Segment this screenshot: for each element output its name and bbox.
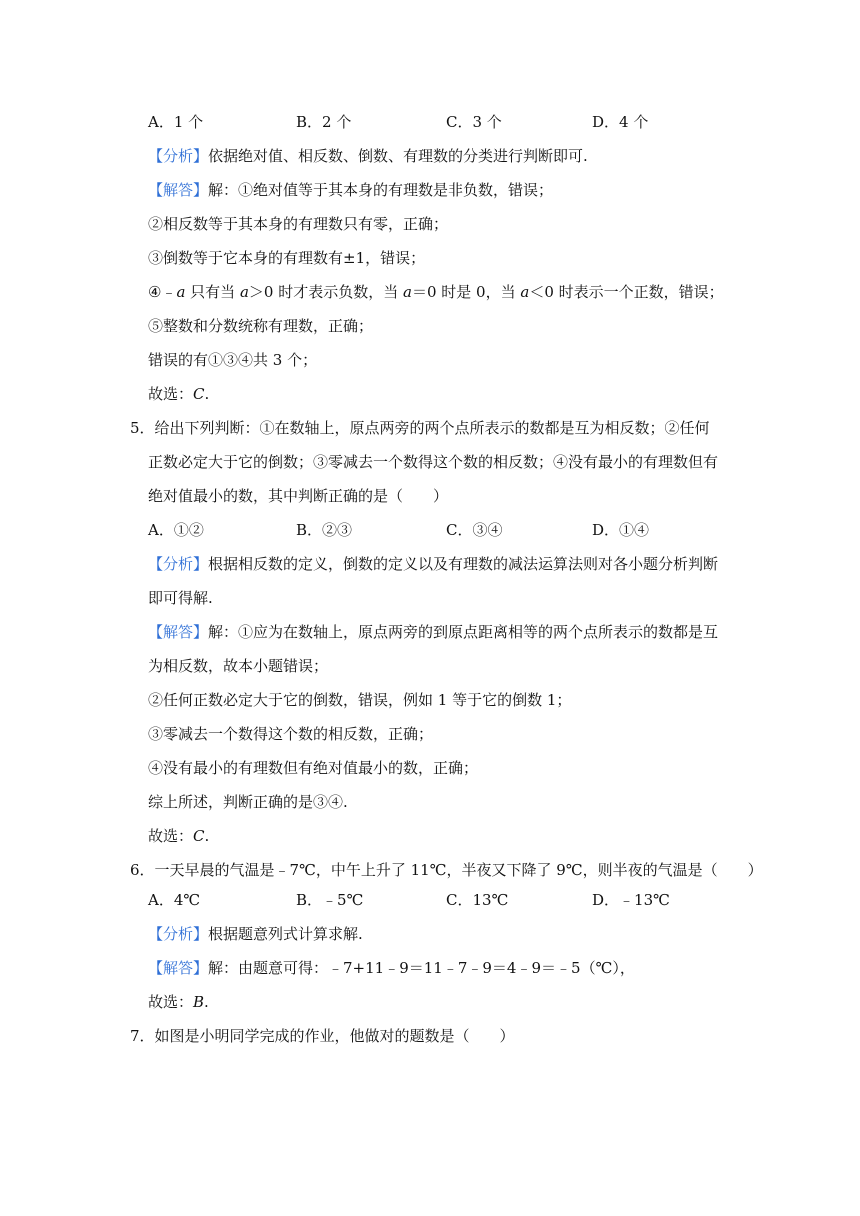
q6-option-d: D．﹣13℃ xyxy=(592,891,670,909)
q6-option-a: A．4℃ xyxy=(148,891,201,909)
q4-answer-line-3: ③倒数等于它本身的有理数有±1，错误； xyxy=(148,249,426,267)
q5-options xyxy=(148,518,760,542)
q5-analysis-line-2: 即可得解. xyxy=(148,589,213,607)
q5-option-c: C．③④ xyxy=(446,521,503,539)
q6-analysis: 【分析】根据题意列式计算求解. xyxy=(148,925,363,943)
q4-choice: 故选：C. xyxy=(148,385,210,403)
q4-option-d: D．4 个 xyxy=(592,113,649,131)
q4-answer-line-5: ⑤整数和分数统称有理数，正确； xyxy=(148,317,374,335)
q5-analysis-line-1: 【分析】根据相反数的定义，倒数的定义以及有理数的减法运算法则对各小题分析判断 xyxy=(148,555,719,573)
q4-answer-line-2: ②相反数等于其本身的有理数只有零，正确； xyxy=(148,215,449,233)
q4-option-b: B．2 个 xyxy=(296,113,352,131)
q5-choice: 故选：C. xyxy=(148,827,210,845)
q4-analysis-text: 依据绝对值、相反数、倒数、有理数的分类进行判断即可. xyxy=(208,147,588,165)
q6-option-b: B．﹣5℃ xyxy=(296,891,364,909)
q5-option-d: D．①④ xyxy=(592,521,650,539)
q6-stem: 6．一天早晨的气温是﹣7℃，中午上升了 11℃，半夜又下降了 9℃，则半夜的气温是（ ） xyxy=(130,861,763,879)
q4-analysis xyxy=(148,144,760,168)
q4-answer-line-6: 错误的有①③④共 3 个； xyxy=(148,351,318,369)
q6-choice: 故选：B. xyxy=(148,993,209,1011)
q5-stem-line-1: 5．给出下列判断：①在数轴上，原点两旁的两个点所表示的数都是互为相反数；②任何 xyxy=(130,419,710,437)
q5-option-b: B．②③ xyxy=(296,521,353,539)
q5-answer-line-4: ③零减去一个数得这个数的相反数，正确； xyxy=(148,725,434,743)
q5-stem-line-2: 正数必定大于它的倒数；③零减去一个数得这个数的相反数；④没有最小的有理数但有 xyxy=(148,453,719,471)
q5-answer-line-3: ②任何正数必定大于它的倒数，错误，例如 1 等于它的倒数 1； xyxy=(148,691,572,709)
q5-answer-line-6: 综上所述，判断正确的是③④. xyxy=(148,793,348,811)
q4-answer-line-1: 【解答】解：①绝对值等于其本身的有理数是非负数，错误； xyxy=(148,181,554,199)
q4-option-a: A．1 个 xyxy=(148,113,204,131)
q7-stem: 7．如图是小明同学完成的作业，他做对的题数是（ ） xyxy=(130,1027,515,1045)
q6-options xyxy=(148,888,760,912)
q5-option-a: A．①② xyxy=(148,521,204,539)
q5-answer-line-5: ④没有最小的有理数但有绝对值最小的数，正确； xyxy=(148,759,479,777)
q4-options xyxy=(148,110,760,134)
q6-answer: 【解答】解：由题意可得：﹣7+11﹣9＝11﹣7﹣9＝4﹣9＝﹣5（℃）， xyxy=(148,959,635,977)
q4-option-c: C．3 个 xyxy=(446,113,502,131)
q5-answer-line-1: 【解答】解：①应为在数轴上，原点两旁的到原点距离相等的两个点所表示的数都是互 xyxy=(148,623,719,641)
q4-answer-line-4: ④﹣a 只有当 a＞0 时才表示负数，当 a＝0 时是 0，当 a＜0 时表示一个正数，错误； xyxy=(148,283,724,301)
answer-tag: 【解答】 xyxy=(148,181,209,199)
q5-stem-line-3: 绝对值最小的数，其中判断正确的是（ ） xyxy=(148,487,449,505)
analysis-tag: 【分析】 xyxy=(148,147,209,165)
q5-answer-line-2: 为相反数，故本小题错误； xyxy=(148,657,329,675)
q6-option-c: C．13℃ xyxy=(446,891,509,909)
